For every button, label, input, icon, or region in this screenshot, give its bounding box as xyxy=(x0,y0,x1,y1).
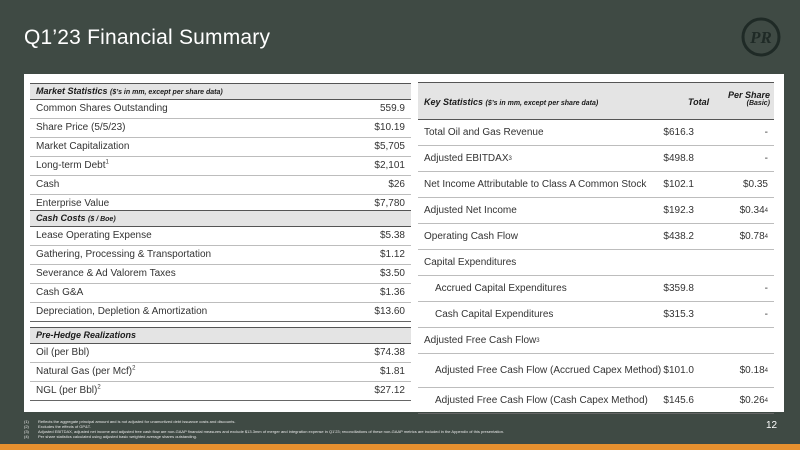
total-value: $315.3 xyxy=(663,309,694,320)
row-value: 559.9 xyxy=(379,103,405,114)
table-row xyxy=(30,382,411,401)
table-row xyxy=(418,276,774,302)
per-share-text: - xyxy=(764,127,768,138)
key-statistics-header: Key Statistics ($’s in mm, except per share data) Total Per Share (Basic) xyxy=(418,82,774,120)
row-label: Lease Operating Expense xyxy=(36,230,152,241)
row-label: Severance & Ad Valorem Taxes xyxy=(36,268,176,279)
row-label xyxy=(424,198,664,223)
cash-costs-header: Cash Costs ($ / Boe) xyxy=(30,210,411,227)
per-share-text: $0.35 xyxy=(742,179,768,190)
row-value: $1.81 xyxy=(379,366,405,377)
table-row xyxy=(418,224,774,250)
per-share-value xyxy=(765,146,768,171)
table-row xyxy=(418,146,774,172)
table-row xyxy=(418,388,774,414)
table-row xyxy=(30,100,411,119)
row-label: Cash G&A xyxy=(36,287,84,298)
row-label: Adjusted EBITDAX 3 xyxy=(424,153,512,164)
footnote-number: (1) xyxy=(24,419,29,424)
per-share-value xyxy=(743,172,768,197)
per-share-text: $0.34 xyxy=(739,205,765,216)
row-label xyxy=(424,224,664,249)
row-label-text: Net Income Attributable to Class A Common Stock xyxy=(424,179,647,190)
pre-hedge-header: Pre-Hedge Realizations xyxy=(30,327,411,344)
per-share-value: $0.34 4 xyxy=(739,205,768,216)
row-value: $26 xyxy=(388,179,405,190)
per-share-text: - xyxy=(764,283,768,294)
table-row xyxy=(418,354,774,388)
table-row xyxy=(30,157,411,176)
row-label: Common Shares Outstanding xyxy=(36,103,168,114)
row-label-text: Adjusted EBITDAX xyxy=(424,153,509,164)
row-value: $27.12 xyxy=(374,385,405,396)
row-label xyxy=(435,302,665,327)
row-value: $5,705 xyxy=(374,141,405,152)
row-label: Enterprise Value xyxy=(36,198,110,209)
row-value: $10.19 xyxy=(374,122,405,133)
logo-text: PR xyxy=(750,28,772,47)
per-share-text: - xyxy=(764,153,768,164)
table-row xyxy=(30,176,411,195)
footnote-number: (2) xyxy=(24,424,29,429)
content-card xyxy=(24,74,784,412)
row-label-text: Accrued Capital Expenditures xyxy=(435,283,567,294)
row-label-text: Adjusted Free Cash Flow (Cash Capex Method) xyxy=(435,395,648,406)
table-row xyxy=(418,328,774,354)
row-value: $74.38 xyxy=(374,347,405,358)
total-value: $102.1 xyxy=(663,179,694,190)
per-share-column-header: Per Share (Basic) xyxy=(727,90,770,107)
table-row xyxy=(30,246,411,265)
market-statistics-header: Market Statistics ($’s in mm, except per share data) xyxy=(30,83,411,100)
table-row xyxy=(30,227,411,246)
row-value: $5.38 xyxy=(379,230,405,241)
pre-hedge-table xyxy=(30,327,411,401)
row-label: Oil (per Bbl) xyxy=(36,347,90,358)
row-value: $7,780 xyxy=(374,198,405,209)
row-label xyxy=(435,354,665,387)
row-label: Adjusted Free Cash Flow 3 xyxy=(424,335,540,346)
row-label xyxy=(424,120,664,145)
total-value: $438.2 xyxy=(663,231,694,242)
per-share-text: $0.18 xyxy=(739,365,765,376)
footnote-text: Reflects the aggregate principal amount and is not adjusted for unamortized debt issuance costs and discounts. xyxy=(38,419,236,424)
per-share-text: $0.26 xyxy=(739,395,765,406)
row-label-text: Total Oil and Gas Revenue xyxy=(424,127,544,138)
table-row xyxy=(30,265,411,284)
row-label xyxy=(435,276,665,301)
page-number: 12 xyxy=(766,420,778,431)
per-share-value: $0.18 4 xyxy=(739,365,768,376)
total-value: $359.8 xyxy=(663,283,694,294)
row-label: Depreciation, Depletion & Amortization xyxy=(36,306,208,317)
row-label-text: Capital Expenditures xyxy=(424,257,517,268)
row-label xyxy=(424,172,664,197)
per-share-value: $0.78 4 xyxy=(739,231,768,242)
per-share-text: $0.78 xyxy=(739,231,765,242)
row-label-text: Adjusted Net Income xyxy=(424,205,517,216)
row-label: Cash xyxy=(36,179,60,190)
footnote-number: (4) xyxy=(24,434,29,439)
footnote-ref: 1 xyxy=(105,159,109,166)
total-value: $192.3 xyxy=(663,205,694,216)
footnote-text: Adjusted EBITDAX, adjusted net income and adjusted free cash flow are non-GAAP financial measures and exclude $13.3mm of merger and integration expense in Q1’23; reconciliations of these non-GAAP metrics are included in the Appendix of this presentation. xyxy=(38,429,505,434)
row-label xyxy=(424,250,664,275)
table-row xyxy=(418,302,774,328)
footnote-ref: 2 xyxy=(132,365,136,372)
table-row xyxy=(418,250,774,276)
row-value: $13.60 xyxy=(374,306,405,317)
footnote xyxy=(24,434,724,439)
table-row xyxy=(418,198,774,224)
row-label: Share Price (5/5/23) xyxy=(36,122,126,133)
per-share-value xyxy=(765,302,768,327)
per-share-value xyxy=(765,276,768,301)
per-share-value: $0.26 4 xyxy=(739,395,768,406)
table-row xyxy=(30,138,411,157)
row-value: $1.12 xyxy=(379,249,405,260)
market-statistics-table xyxy=(30,83,411,214)
company-logo xyxy=(740,16,782,58)
table-row xyxy=(418,120,774,146)
row-label xyxy=(435,388,665,413)
row-label-text: Adjusted Free Cash Flow xyxy=(424,335,537,346)
table-row xyxy=(30,363,411,382)
footnote-text: Per share statistics calculated using adjusted basic weighted average shares outstanding. xyxy=(38,434,197,439)
row-value: $3.50 xyxy=(379,268,405,279)
total-value: $145.6 xyxy=(663,395,694,406)
footnotes xyxy=(24,419,724,439)
row-label: NGL (per Bbl) xyxy=(36,385,98,396)
per-share-text: - xyxy=(764,309,768,320)
row-value: $1.36 xyxy=(379,287,405,298)
page-title: Q1’23 Financial Summary xyxy=(24,26,271,49)
total-value: $498.8 xyxy=(663,153,694,164)
per-share-value xyxy=(765,120,768,145)
row-value: $2,101 xyxy=(374,160,405,171)
row-label-text: Adjusted Free Cash Flow (Accrued Capex Method) xyxy=(435,365,662,376)
table-row xyxy=(30,303,411,322)
total-column-header: Total xyxy=(688,97,710,107)
table-row xyxy=(418,172,774,198)
cash-costs-table xyxy=(30,210,411,322)
row-label: Market Capitalization xyxy=(36,141,130,152)
footnote-ref: 2 xyxy=(97,384,101,391)
total-value: $616.3 xyxy=(663,127,694,138)
footnote-number: (3) xyxy=(24,429,29,434)
total-value: $101.0 xyxy=(663,365,694,376)
table-row xyxy=(30,119,411,138)
table-row xyxy=(30,344,411,363)
row-label-text: Cash Capital Expenditures xyxy=(435,309,554,320)
row-label: Long-term Debt xyxy=(36,160,106,171)
row-label-text: Operating Cash Flow xyxy=(424,231,518,242)
table-row xyxy=(30,284,411,303)
footnote-text: Excludes the effects of GP&T. xyxy=(38,424,91,429)
key-statistics-table xyxy=(418,82,774,414)
row-label: Natural Gas (per Mcf) xyxy=(36,366,133,377)
row-label: Gathering, Processing & Transportation xyxy=(36,249,212,260)
accent-bar xyxy=(0,444,800,450)
